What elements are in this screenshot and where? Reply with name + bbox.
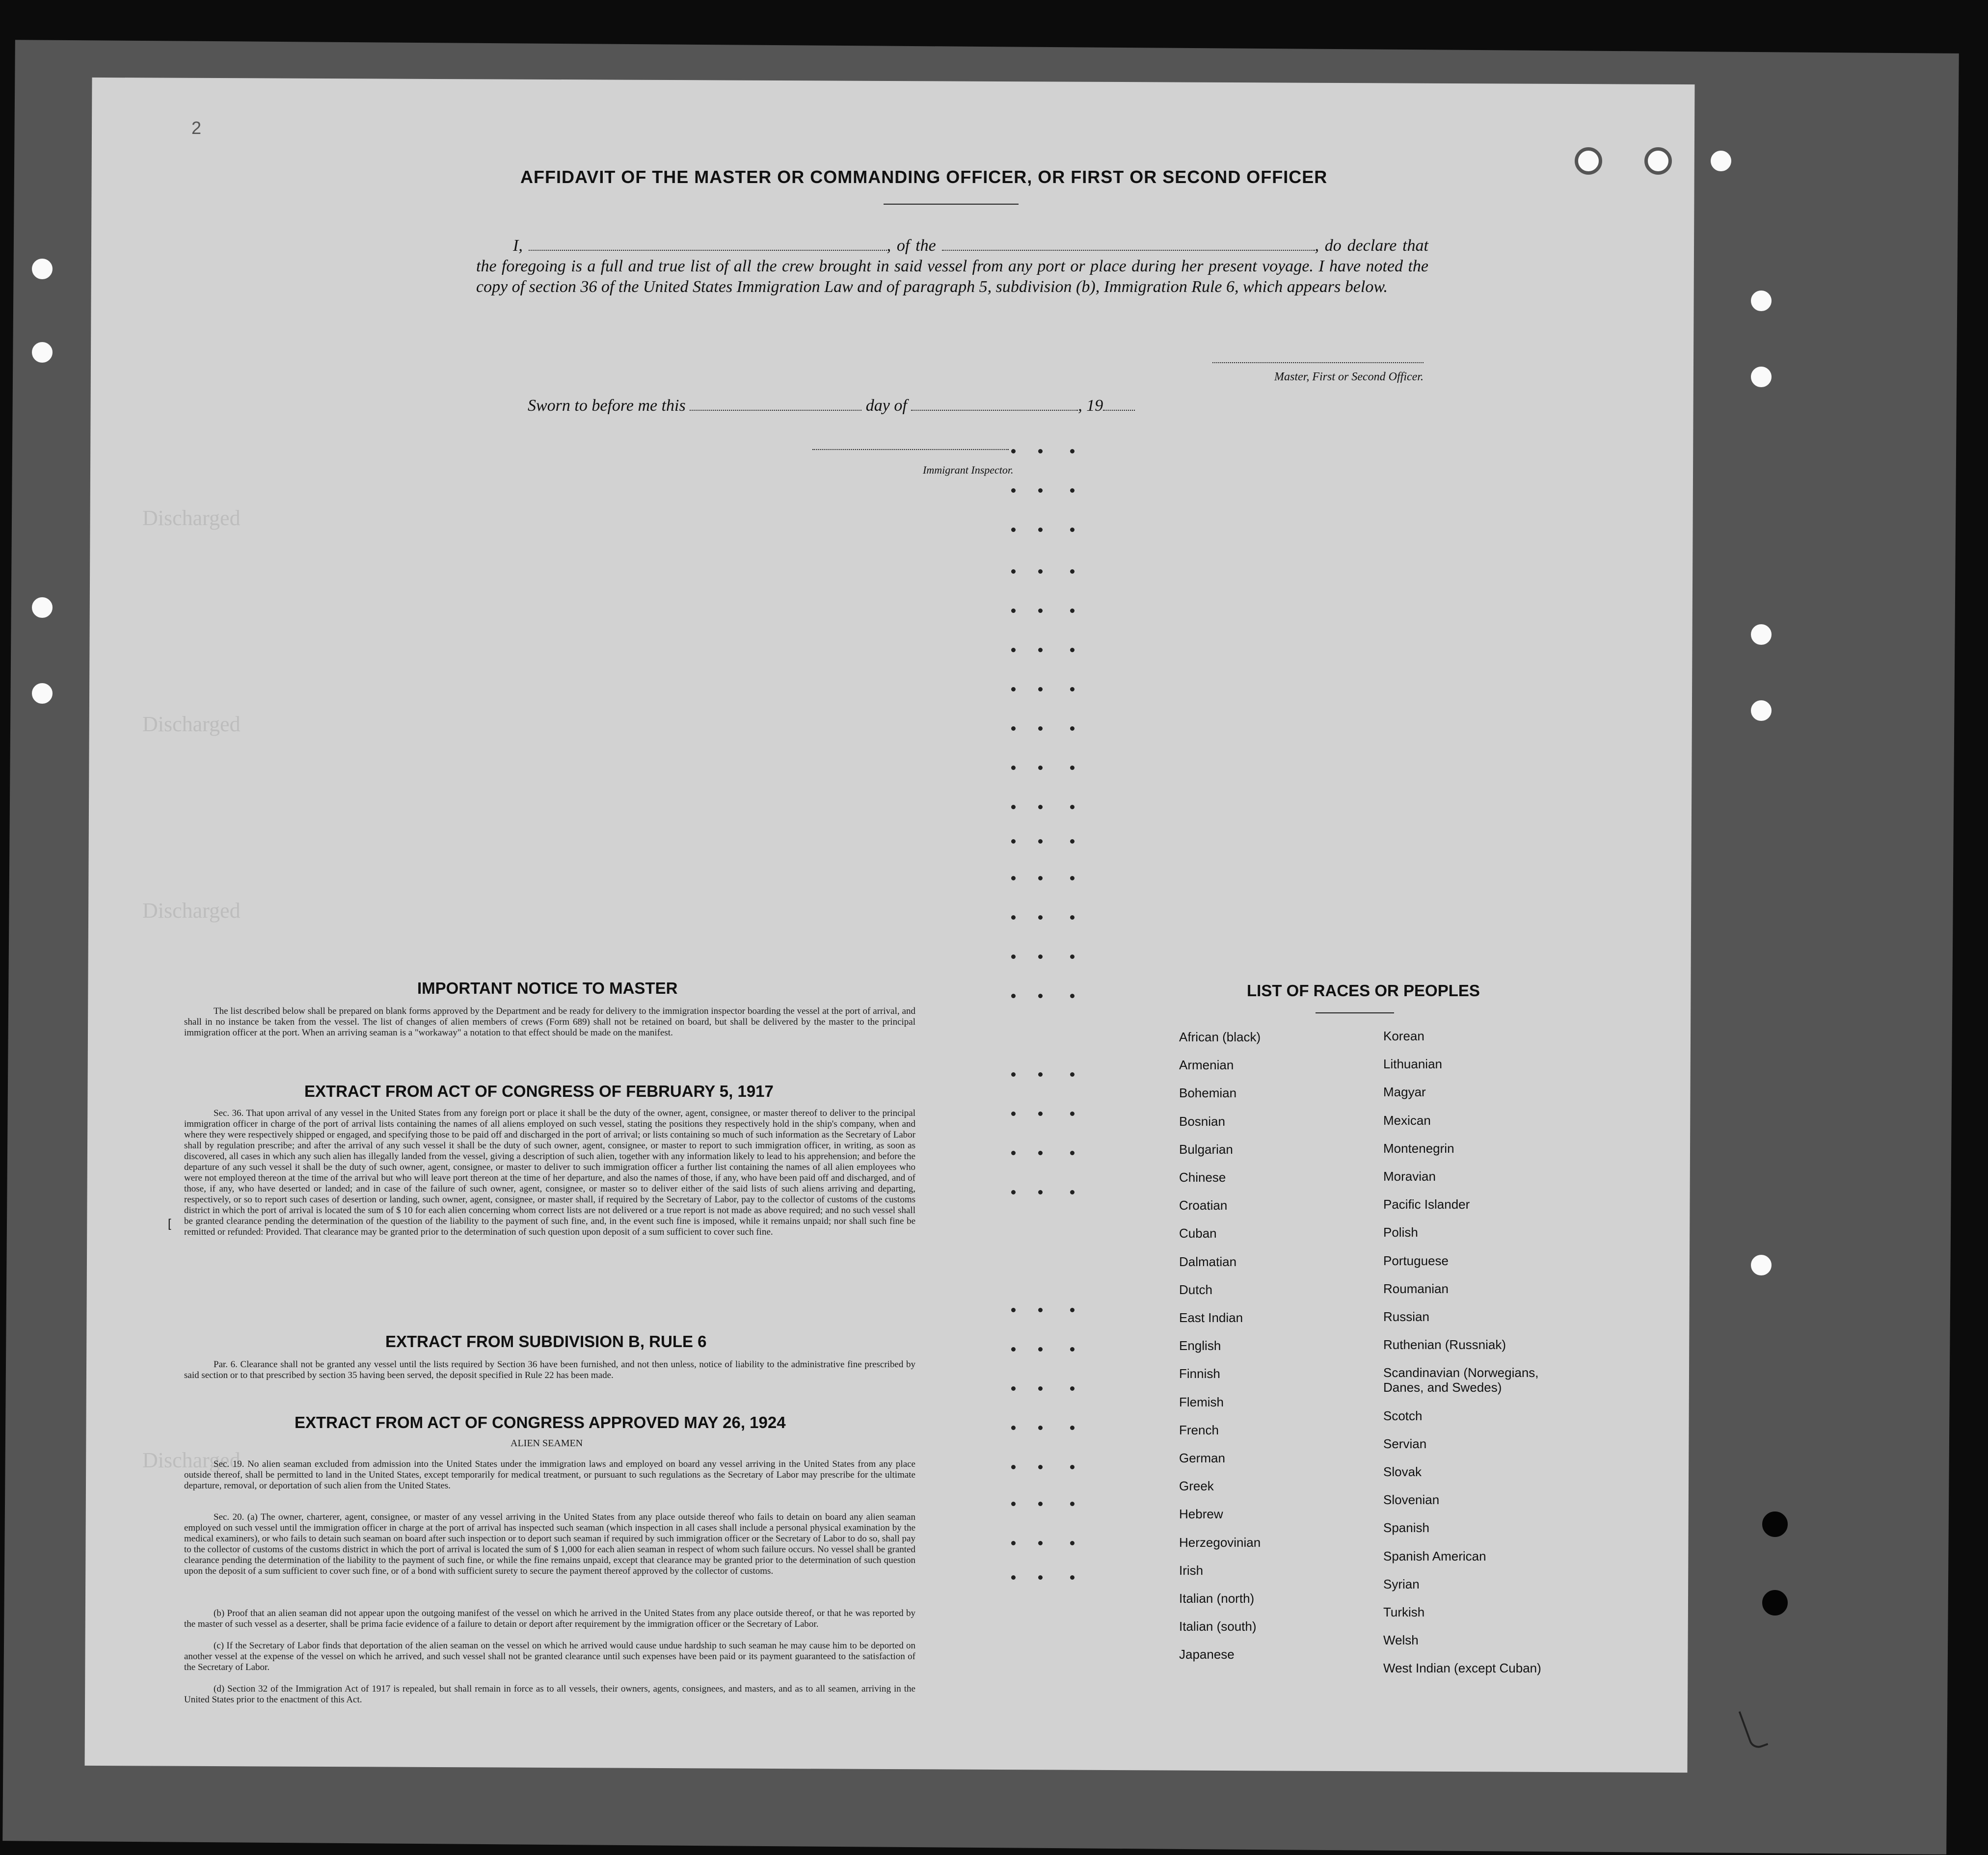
race-item: Japanese [1179, 1647, 1235, 1662]
dot-mark [1011, 687, 1016, 691]
dot-mark [1038, 994, 1043, 998]
dot-mark [1011, 648, 1016, 652]
dot-mark [1038, 488, 1043, 493]
vessel-blank[interactable] [942, 250, 1315, 251]
master-signature-caption: Master, First or Second Officer. [1274, 371, 1424, 383]
extract-1917-text: Sec. 36. That upon arrival of any vessel in the United States from any foreign port or place it shall be the duty of the owner, agent, consignee, or master thereof to deliver to the principal immigration officer in charge of the port of arrival lists containing the names of all aliens employed on such vessel, stating the positions they respectively hold in the ship's company, when and where they were respectively shipped or engaged, and specifying those to be paid off and discharged in the port of arrival; or lists containing so much of such information as the Secretary of Labor shall by regulation prescribe; and after the arrival of any such vessel it shall be the duty of such owner, agent, consignee, or master to report to such immigration officer, in writing, as soon as discovered, all cases in which any such alien has illegally landed from the vessel, giving a description of such alien, together with any information likely to lead to his apprehension; and before the departure of any such vessel it shall be the duty of such owner, agent, consignee, or master to deliver to such immigration officer a further list containing the names of all alien employees who were not employed thereon at the time of the arrival but who will leave port thereon at the time of her departure, and also the names of those, if any, who have been paid off and discharged, and of those, if any, who have deserted or landed; and in case of the failure of such owner, agent, consignee, or master so to deliver either of the said lists of such aliens arriving and departing, respectively, or so to report such cases of desertion or landing, such owner, agent, consignee, or master shall, if required by the Secretary of Labor, pay to the collector of customs of the customs district in which the port of arrival is located the sum of $ 10 for each alien concerning whom correct lists are not delivered or a true report is not made as above required; and no such vessel shall be granted clearance pending the determination of the question of the liability to the payment of such fine, and, in the event such fine is imposed, while it remains unpaid; nor shall such fine be remitted or refunded: Provided. That clearance may be granted prior to the determination of such question upon deposit of a sum sufficient to cover such fine. [184, 1108, 915, 1237]
dot-mark [1011, 449, 1016, 453]
bleed-through-text: Discharged [142, 712, 241, 736]
race-item: Russian [1383, 1309, 1429, 1324]
declaration [476, 236, 1428, 297]
dot-mark [1070, 1347, 1075, 1352]
bleed-through-text: Discharged [142, 1448, 241, 1472]
extract-1917-title: EXTRACT FROM ACT OF CONGRESS OF FEBRUARY 5, 1917 [304, 1082, 774, 1100]
race-item: Dutch [1179, 1282, 1212, 1297]
binder-hole [1747, 697, 1775, 724]
dot-mark [1011, 569, 1016, 574]
declaration-body: that the foregoing is a full and true list of all the crew brought in said vessel from any port or place during her present voyage. I have noted the copy of section 36 of the United States Immigration Law and of paragraph 5, subdivision (b), Immigration Rule 6, which appears below. [476, 237, 1428, 296]
binder-hole [1762, 1590, 1788, 1616]
dot-mark [1011, 1465, 1016, 1469]
declaration-i: I, [513, 237, 523, 255]
extract-1924-sec19: Sec. 19. No alien seaman excluded from admission into the United States under the immigration laws and employed on board any vessel arriving in the United States from any place outside thereof, shall be permitted to land in the United States, except temporarily for medical treatment, or pursuant to such regulations as the Secretary of Labor may prescribe for the ultimate departure, removal, or deportation of such alien from the United States. [184, 1459, 915, 1491]
dot-mark [1011, 528, 1016, 532]
bleed-through-text: Discharged [142, 506, 241, 530]
bleed-through-text: Discharged [142, 899, 241, 923]
race-item: Italian (south) [1179, 1619, 1257, 1634]
dot-mark [1011, 1308, 1016, 1312]
dot-mark [1038, 609, 1043, 613]
race-item: French [1179, 1422, 1219, 1437]
race-item: Armenian [1179, 1058, 1234, 1073]
race-item: Italian (north) [1179, 1591, 1255, 1606]
year-blank[interactable] [1103, 410, 1135, 411]
dot-mark [1038, 449, 1043, 453]
race-item: German [1179, 1451, 1225, 1465]
dot-mark [1070, 726, 1075, 731]
race-item: Cuban [1179, 1226, 1217, 1241]
dot-mark [1070, 805, 1075, 809]
race-item: Scotch [1383, 1408, 1423, 1423]
race-item: Syrian [1383, 1576, 1420, 1591]
race-item: Hebrew [1179, 1507, 1223, 1522]
declaration-do-declare: , do declare [1315, 237, 1397, 255]
inspector-signature-line[interactable] [812, 449, 1009, 450]
race-item: Flemish [1179, 1394, 1224, 1409]
dot-mark [1011, 915, 1016, 920]
dot-mark [1070, 569, 1075, 574]
race-item: Moravian [1383, 1169, 1436, 1184]
dot-mark [1070, 648, 1075, 652]
extract-rule6-text: Par. 6. Clearance shall not be granted any vessel until the lists required by Section 36 have been furnished, and not then unless, notice of liability to the administrative fine prescribed by said section or to that prescribed by section 35 having been served, the deposit specified in Rule 22 has been made. [184, 1359, 915, 1380]
dot-mark [1038, 528, 1043, 532]
dot-mark [1070, 1426, 1075, 1430]
dot-mark [1011, 805, 1016, 809]
name-blank[interactable] [529, 250, 887, 251]
dot-mark [1038, 569, 1043, 574]
race-item: Chinese [1179, 1170, 1226, 1185]
dot-mark [1070, 1502, 1075, 1506]
extract-rule6-title: EXTRACT FROM SUBDIVISION B, RULE 6 [385, 1332, 707, 1351]
extract-1924-title: EXTRACT FROM ACT OF CONGRESS APPROVED MAY 26, 1924 [295, 1413, 786, 1431]
dot-mark [1070, 1575, 1075, 1580]
race-item: Croatian [1179, 1198, 1228, 1213]
dot-mark [1038, 687, 1043, 691]
binder-hole [28, 594, 56, 621]
sworn-day-of: day of [865, 397, 907, 415]
binder-hole [1707, 147, 1735, 175]
extract-1924-subtitle: ALIEN SEAMEN [510, 1438, 583, 1449]
dot-mark [1038, 726, 1043, 731]
dot-mark [1070, 687, 1075, 691]
dot-mark [1070, 994, 1075, 998]
dot-mark [1070, 1190, 1075, 1194]
race-item: African (black) [1179, 1030, 1261, 1044]
sworn-year-prefix: , 19 [1078, 397, 1103, 415]
dot-mark [1011, 1386, 1016, 1391]
dot-mark [1070, 1072, 1075, 1077]
binder-hole [1747, 363, 1775, 391]
declaration-of-the: , of the [887, 237, 936, 255]
extract-1924-sec20c: (c) If the Secretary of Labor finds that deportation of the alien seaman on the vessel on which he arrived would cause undue hardship to such seaman he may cause him to be deported on another vessel at the expense of the vessel on which he arrived, and such vessel shall not be granted clearance until such expenses have been paid or its payment guaranteed to the satisfaction of the Secretary of Labor. [184, 1641, 915, 1672]
race-item: Herzegovinian [1179, 1535, 1261, 1550]
binder-hole [28, 339, 56, 366]
race-item: Spanish [1383, 1520, 1429, 1536]
dot-mark [1038, 1308, 1043, 1312]
dot-mark [1070, 609, 1075, 613]
notice-text: The list described below shall be prepared on blank forms approved by the Department and be ready for delivery to the immigration inspector boarding the vessel at the port of arrival, and shall in no instance be taken from the vessel. The list of changes of alien members of crews (Form 689) shall not be retained on board, but shall be delivered by the master to the principal immigration officer at the port. When an arriving seaman is a "workaway" a notation to that effect should be made on the manifest. [184, 1006, 915, 1038]
race-item: Slovenian [1383, 1492, 1440, 1508]
dot-mark [1011, 1502, 1016, 1506]
race-item: Dalmatian [1179, 1254, 1237, 1269]
dot-mark [1070, 1465, 1075, 1469]
dot-mark [1011, 954, 1016, 959]
binder-hole [28, 255, 56, 283]
dot-mark [1070, 1308, 1075, 1312]
dot-mark [1070, 1151, 1075, 1155]
dot-mark [1038, 1347, 1043, 1352]
dot-mark [1011, 1190, 1016, 1194]
extract-1924-sec20d: (d) Section 32 of the Immigration Act of 1917 is repealed, but shall remain in force as to all vessels, their owners, agents, consignees, and masters, and as to all seamen, arriving in the United States prior to the enactment of this Act. [184, 1684, 915, 1705]
dot-mark [1070, 1386, 1075, 1391]
dot-mark [1038, 1112, 1043, 1116]
sworn-line [528, 397, 1135, 415]
sworn-prefix: Sworn to before me this [528, 397, 686, 415]
dot-mark [1070, 915, 1075, 920]
inspector-caption: Immigrant Inspector. [923, 464, 1014, 476]
race-item: Slovak [1383, 1464, 1422, 1479]
dot-mark [1011, 1426, 1016, 1430]
dot-mark [1038, 1465, 1043, 1469]
master-signature-line[interactable] [1212, 362, 1424, 363]
binder-hole [1762, 1511, 1788, 1537]
binder-hole [1575, 147, 1602, 175]
dot-mark [1070, 528, 1075, 532]
dot-mark [1038, 766, 1043, 770]
binder-hole [1644, 147, 1672, 175]
race-item: Portuguese [1383, 1253, 1449, 1268]
margin-bracket: [ [168, 1217, 171, 1230]
dot-mark [1011, 1347, 1016, 1352]
day-blank[interactable] [690, 410, 861, 411]
dot-mark [1011, 1072, 1016, 1077]
dot-mark [1011, 994, 1016, 998]
dot-mark [1038, 648, 1043, 652]
dot-mark [1011, 766, 1016, 770]
dot-mark [1011, 1575, 1016, 1580]
dot-mark [1011, 488, 1016, 493]
dot-mark [1011, 1112, 1016, 1116]
race-item: Spanish American [1383, 1548, 1486, 1564]
dot-mark [1038, 915, 1043, 920]
dot-mark [1038, 1575, 1043, 1580]
race-item: Bosnian [1179, 1113, 1225, 1129]
dot-mark [1011, 1151, 1016, 1155]
dot-mark [1070, 1541, 1075, 1545]
races-title: LIST OF RACES OR PEOPLES [1247, 981, 1480, 1000]
title-rule [884, 204, 1019, 205]
race-item: Pacific Islander [1383, 1197, 1470, 1212]
dot-mark [1038, 1426, 1043, 1430]
binder-hole [1747, 621, 1775, 648]
dot-mark [1011, 726, 1016, 731]
month-blank[interactable] [911, 410, 1078, 411]
dot-mark [1011, 876, 1016, 880]
dot-mark [1038, 805, 1043, 809]
race-item: Lithuanian [1383, 1057, 1442, 1072]
race-item: Danes, and Swedes) [1383, 1380, 1502, 1395]
race-item: Turkish [1383, 1605, 1425, 1619]
race-item: West Indian (except Cuban) [1383, 1661, 1541, 1676]
dot-mark [1038, 839, 1043, 844]
binder-hole [28, 680, 56, 707]
dot-mark [1070, 488, 1075, 493]
dot-mark [1070, 876, 1075, 880]
race-item: Servian [1383, 1436, 1427, 1451]
race-item: Greek [1179, 1479, 1214, 1494]
dot-mark [1038, 1072, 1043, 1077]
dot-mark [1070, 766, 1075, 770]
race-item: Korean [1383, 1029, 1424, 1043]
dot-mark [1070, 1112, 1075, 1116]
race-item: Magyar [1383, 1085, 1426, 1100]
dot-mark [1038, 1190, 1043, 1194]
dot-mark [1038, 1386, 1043, 1391]
binder-hole [1747, 287, 1775, 315]
dot-mark [1070, 839, 1075, 844]
race-item: Irish [1179, 1563, 1204, 1578]
race-item: Montenegrin [1383, 1140, 1454, 1156]
dot-mark [1011, 609, 1016, 613]
race-item: Finnish [1179, 1366, 1220, 1381]
race-item: Ruthenian (Russniak) [1383, 1337, 1506, 1352]
race-item: Scandinavian (Norwegians, [1383, 1365, 1539, 1380]
race-item: Bulgarian [1179, 1141, 1233, 1157]
race-item: Roumanian [1383, 1281, 1449, 1296]
dot-mark [1038, 876, 1043, 880]
dot-mark [1011, 839, 1016, 844]
dot-mark [1038, 1151, 1043, 1155]
race-item: East Indian [1179, 1310, 1243, 1325]
dot-mark [1038, 1502, 1043, 1506]
dot-mark [1070, 954, 1075, 959]
races-title-rule [1316, 1012, 1394, 1013]
notice-title: IMPORTANT NOTICE TO MASTER [417, 979, 678, 997]
race-item: Mexican [1383, 1113, 1431, 1128]
race-item: Polish [1383, 1225, 1418, 1240]
race-item: English [1179, 1338, 1221, 1353]
extract-1924-sec20a: Sec. 20. (a) The owner, charterer, agent, consignee, or master of any vessel arriving in the United States from any place outside thereof who fails to detain on board any alien seaman employed on such vessel until the immigration officer in charge at the port of arrival has inspected such seaman (which inspection in all cases shall include a personal physical examination by the medical examiners), or who fails to detain such seaman on board after such inspection or to deport such seaman if required by such immigration officer or the Secretary of Labor to do so, shall pay to the collector of customs of the customs district in which the port of arrival is located the sum of $ 1,000 for each alien seaman in respect of whom such failure occurs. No vessel shall be granted clearance pending the determination of the liability to the payment of such fine, or while the fine remains unpaid, except that clearance may be granted prior to the determination of such question upon the deposit of a sum sufficient to cover such fine, or of a bond with sufficient surety to secure the payment thereof approved by the collector of customs. [184, 1512, 915, 1576]
race-item: Bohemian [1179, 1086, 1237, 1101]
page-number: 2 [191, 118, 202, 138]
extract-1924-sec20b: (b) Proof that an alien seaman did not appear upon the outgoing manifest of the vessel on which he arrived in the United States from any place outside thereof, or that he was reported by the master of such vessel as a deserter, shall be prima facie evidence of a failure to detain or deport after requirement by the immigration officer or the Secretary of Labor. [184, 1608, 915, 1629]
dot-mark [1011, 1541, 1016, 1545]
binder-hole [1747, 1251, 1775, 1279]
affidavit-title: AFFIDAVIT OF THE MASTER OR COMMANDING OFFICER, OR FIRST OR SECOND OFFICER [520, 167, 1328, 187]
dot-mark [1070, 449, 1075, 453]
race-item: Welsh [1383, 1633, 1419, 1648]
dot-mark [1038, 954, 1043, 959]
dot-mark [1038, 1541, 1043, 1545]
